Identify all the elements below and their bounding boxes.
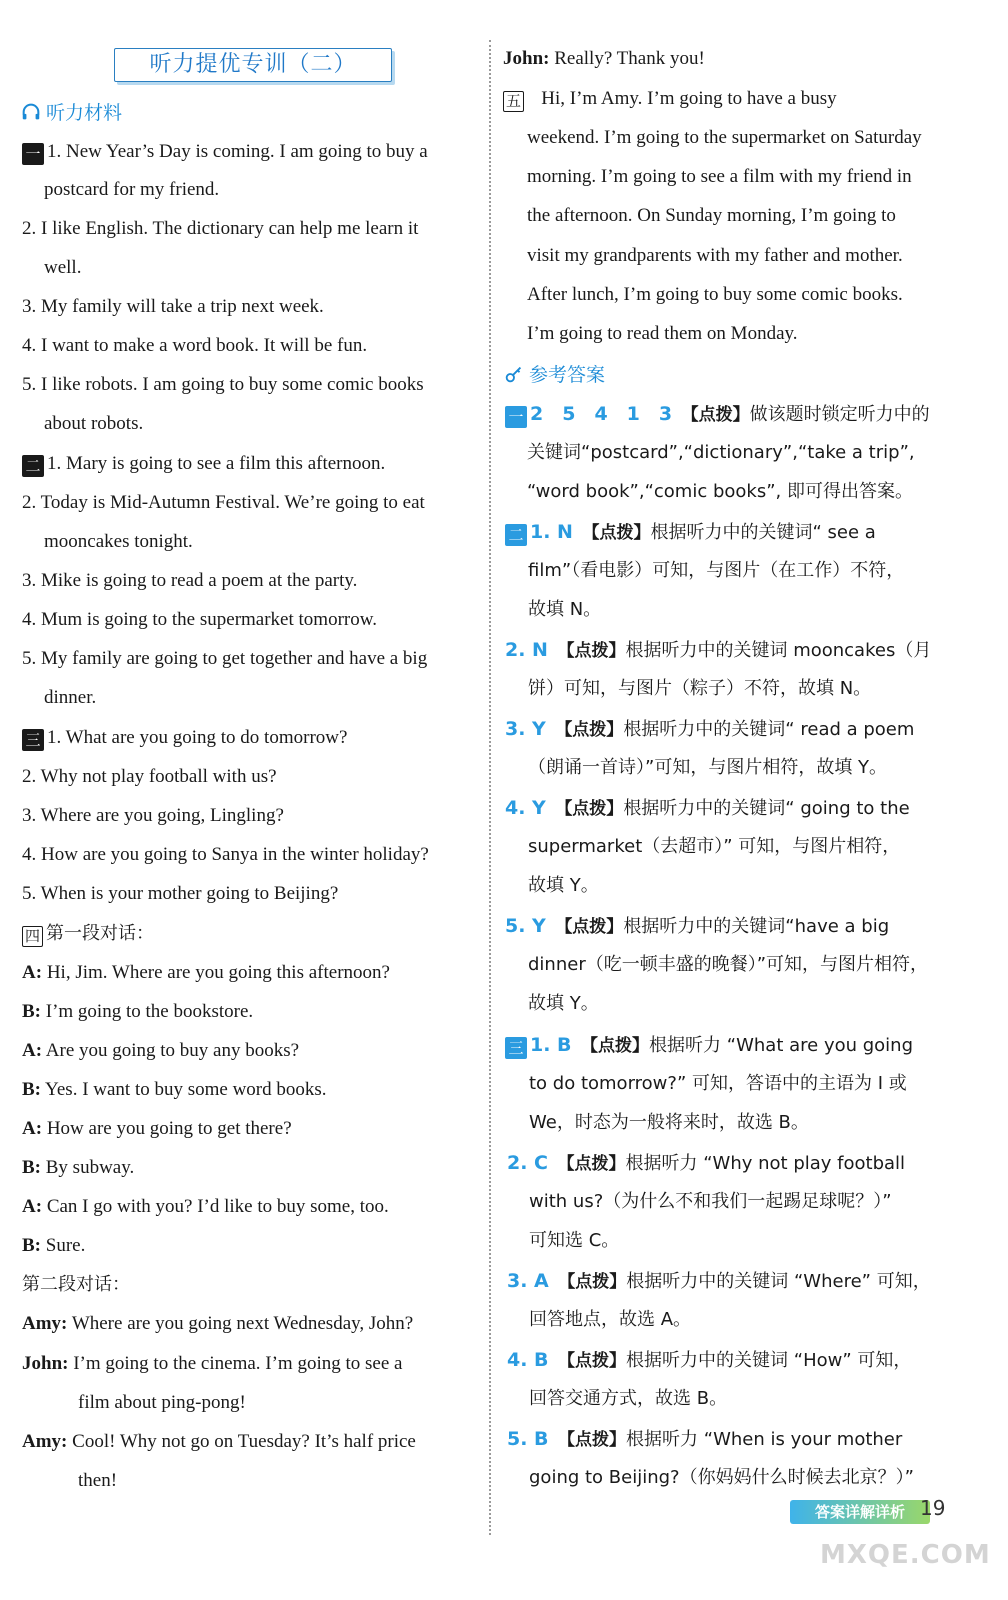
page-number: 19: [920, 1496, 946, 1520]
section-materials-label: 听力材料: [46, 102, 123, 124]
s2-item-1: 二 1. Mary is going to see a film this afternoon.: [22, 452, 385, 477]
s1-item-4: 4. I want to make a word book. It will be fun.: [22, 335, 368, 356]
s5-line-1: 五 Hi, I’m Amy. I’m going to have a busy: [503, 87, 837, 112]
s4-heading-1: 四 第一段对话：: [22, 922, 154, 947]
s3-item-4: 4. How are you going to Sanya in the winter holiday?: [22, 844, 429, 865]
dialogue-line: B: By subway.: [22, 1157, 135, 1178]
a2-item-4b: supermarket（去超市）” 可知，与图片相符，: [528, 836, 901, 857]
a2-item-2: 2. N 【点拨】根据听力中的关键词 mooncakes（月: [505, 639, 932, 661]
a2-item-1b: film”（看电影）可知，与图片（在工作）不符，: [528, 560, 905, 581]
dialogue-line: John: Really? Thank you!: [503, 48, 705, 69]
a3-item-3: 3. A 【点拨】根据听力中的关键词 “Where” 可知，: [507, 1270, 931, 1292]
a1-line-2: 关键词“postcard”,“dictionary”,“take a trip”,: [527, 442, 915, 463]
watermark: MXQE.COM: [820, 1540, 991, 1570]
s5-line: I’m going to read them on Monday.: [527, 323, 798, 344]
s1-item-3: 3. My family will take a trip next week.: [22, 296, 324, 317]
s2-item-5: 5. My family are going to get together and have a big: [22, 648, 428, 669]
s5-line: After lunch, I’m going to buy some comic books.: [527, 284, 903, 305]
s5-line: visit my grandparents with my father and mother.: [527, 245, 903, 266]
badge-2: 二: [22, 455, 44, 477]
a2-item-1: 二 1. N 【点拨】根据听力中的关键词“ see a: [505, 520, 876, 546]
s4-heading-2: 第二段对话：: [22, 1274, 130, 1295]
headphones-icon: [20, 101, 42, 123]
s5-line: weekend. I’m going to the supermarket on Saturday: [527, 127, 922, 148]
s1-item-5: 5. I like robots. I am going to buy some comic books: [22, 374, 424, 395]
s3-item-5: 5. When is your mother going to Beijing?: [22, 883, 339, 904]
section-materials: [20, 100, 122, 126]
s2-item-4: 4. Mum is going to the supermarket tomorrow.: [22, 609, 377, 630]
badge-3: 三: [22, 729, 44, 751]
badge-1: 一: [22, 143, 44, 165]
badge-5: 五: [503, 91, 524, 112]
a3-item-2b: with us?（为什么不和我们一起踢足球呢？）”: [529, 1191, 892, 1212]
a3-item-1c: We，时态为一般将来时，故选 B。: [529, 1112, 809, 1133]
badge-4: 四: [22, 926, 43, 947]
section-answers: [503, 362, 605, 388]
answer-badge-2: 二: [505, 524, 527, 546]
s5-line: morning. I’m going to see a film with my friend in: [527, 166, 912, 187]
a3-item-4b: 回答交通方式，故选 B。: [529, 1388, 728, 1409]
a2-item-3b: （朗诵一首诗）”可知，与图片相符，故填 Y。: [528, 757, 888, 778]
a3-item-5b: going to Beijing?（你妈妈什么时候去北京？）”: [529, 1467, 914, 1488]
dialogue-line: A: How are you going to get there?: [22, 1118, 292, 1139]
answer-badge-1: 一: [505, 406, 527, 428]
a3-item-1: 三 1. B 【点拨】根据听力 “What are you going: [505, 1033, 913, 1059]
s3-item-2: 2. Why not play football with us?: [22, 766, 277, 787]
a2-item-4c: 故填 Y。: [528, 875, 599, 896]
s1-item-5b: about robots.: [44, 413, 144, 434]
dialogue-line: A: Are you going to buy any books?: [22, 1040, 300, 1061]
dialogue-line: Amy: Cool! Why not go on Tuesday? It’s half price: [22, 1431, 416, 1452]
a2-item-2b: 饼）可知，与图片（粽子）不符，故填 N。: [528, 678, 872, 699]
a2-item-1c: 故填 N。: [528, 599, 602, 620]
a2-item-4: 4. Y 【点拨】根据听力中的关键词“ going to the: [505, 797, 910, 819]
a1-line-1: 一 2 5 4 1 3 【点拨】做该题时锁定听力中的: [505, 402, 930, 428]
a2-item-5c: 故填 Y。: [528, 993, 599, 1014]
s2-item-2: 2. Today is Mid-Autumn Festival. We’re going to eat: [22, 492, 425, 513]
dialogue-line: B: I’m going to the bookstore.: [22, 1001, 254, 1022]
dialogue-line: John: I’m going to the cinema. I’m going to see a: [22, 1353, 403, 1374]
a2-item-5b: dinner（吃一顿丰盛的晚餐）”可知，与图片相符，: [528, 954, 929, 975]
s2-item-5b: dinner.: [44, 687, 97, 708]
dialogue-line: A: Hi, Jim. Where are you going this afternoon?: [22, 962, 390, 983]
s3-item-3: 3. Where are you going, Lingling?: [22, 805, 284, 826]
a3-item-3b: 回答地点，故选 A。: [529, 1309, 692, 1330]
a3-item-2: 2. C 【点拨】根据听力 “Why not play football: [507, 1152, 906, 1174]
a2-item-3: 3. Y 【点拨】根据听力中的关键词“ read a poem: [505, 718, 915, 740]
dialogue-line: A: Can I go with you? I’d like to buy some, too.: [22, 1196, 389, 1217]
footer-logo: 答案详解详析: [790, 1500, 930, 1524]
s3-item-1: 三 1. What are you going to do tomorrow?: [22, 726, 347, 751]
dialogue-line-cont: then!: [78, 1470, 118, 1491]
s1-item-1b: postcard for my friend.: [44, 179, 220, 200]
a1-line-3: “word book”,“comic books”, 即可得出答案。: [527, 481, 913, 502]
s2-item-2b: mooncakes tonight.: [44, 531, 193, 552]
s5-line: the afternoon. On Sunday morning, I’m going to: [527, 205, 896, 226]
dialogue-line-cont: film about ping-pong!: [78, 1392, 246, 1413]
dialogue-line: Amy: Where are you going next Wednesday, John?: [22, 1313, 414, 1334]
section-answers-label: 参考答案: [529, 364, 606, 386]
dialogue-line: B: Sure.: [22, 1235, 86, 1256]
page-title: 听力提优专训（二）: [114, 48, 392, 82]
key-icon: [503, 363, 525, 385]
s1-item-1: 一 1. New Year’s Day is coming. I am going to buy a: [22, 140, 428, 165]
s2-item-3: 3. Mike is going to read a poem at the party.: [22, 570, 358, 591]
a3-item-5: 5. B 【点拨】根据听力 “When is your mother: [507, 1428, 903, 1450]
column-divider: [489, 40, 491, 1535]
dialogue-line: B: Yes. I want to buy some word books.: [22, 1079, 327, 1100]
a2-item-5: 5. Y 【点拨】根据听力中的关键词“have a big: [505, 915, 890, 937]
a3-item-2c: 可知选 C。: [529, 1230, 620, 1251]
answer-badge-3: 三: [505, 1037, 527, 1059]
s1-item-2b: well.: [44, 257, 82, 278]
a3-item-4: 4. B 【点拨】根据听力中的关键词 “How” 可知，: [507, 1349, 912, 1371]
s1-item-2: 2. I like English. The dictionary can help me learn it: [22, 218, 419, 239]
a3-item-1b: to do tomorrow?” 可知，答语中的主语为 I 或: [529, 1073, 907, 1094]
